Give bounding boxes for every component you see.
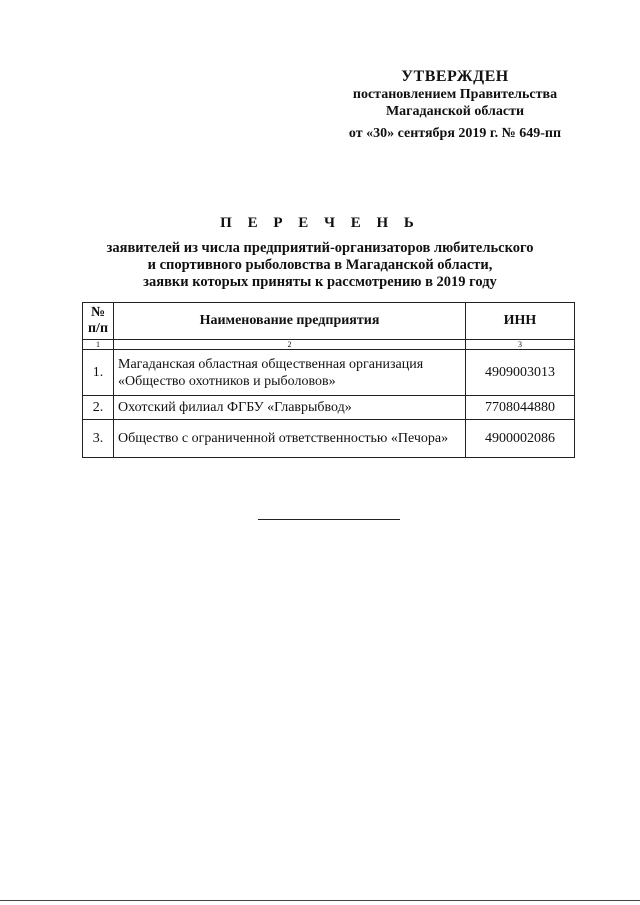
heading-line-2: и спортивного рыболовства в Магаданской области,: [147, 257, 493, 273]
document-heading: [60, 215, 580, 291]
row-num: 2.: [83, 396, 114, 420]
header-num-line-2: п/п: [87, 321, 109, 336]
header-num: [83, 303, 114, 340]
header-num-line-1: №: [90, 305, 106, 320]
row-name: Общество с ограниченной ответственностью «Печора»: [114, 420, 466, 458]
table-header-row: [83, 303, 575, 340]
approval-block: [330, 68, 580, 142]
approval-title: УТВЕРЖДЕН: [401, 68, 509, 85]
end-rule: [258, 519, 400, 520]
column-index: 2: [114, 340, 466, 350]
heading-line-1: заявителей из числа предприятий-организаторов любительского: [106, 240, 534, 256]
column-index: 3: [466, 340, 575, 350]
approval-line-2: Магаданской области: [385, 104, 525, 119]
page-bottom-line: [0, 900, 640, 901]
column-index-row: [83, 340, 575, 350]
table-row: [83, 396, 575, 420]
approval-document-ref: от «30» сентября 2019 г. № 649-пп: [348, 126, 562, 141]
row-inn: 4900002086: [466, 420, 575, 458]
row-inn: 4909003013: [466, 350, 575, 396]
table-row: [83, 420, 575, 458]
row-inn: 7708044880: [466, 396, 575, 420]
heading-line-3: заявки которых приняты к рассмотрению в 2019 году: [143, 274, 497, 290]
table-row: [83, 350, 575, 396]
row-name: Охотский филиал ФГБУ «Главрыбвод»: [114, 396, 466, 420]
row-name: Магаданская областная общественная организация «Общество охотников и рыболовов»: [114, 350, 466, 396]
column-index: 1: [83, 340, 114, 350]
row-num: 3.: [83, 420, 114, 458]
header-inn: ИНН: [466, 303, 575, 340]
heading-title: П Е Р Е Ч Е Н Ь: [220, 215, 420, 231]
applicants-table: [82, 302, 575, 458]
approval-line-1: постановлением Правительства: [352, 87, 558, 102]
row-num: 1.: [83, 350, 114, 396]
header-name: Наименование предприятия: [114, 303, 466, 340]
